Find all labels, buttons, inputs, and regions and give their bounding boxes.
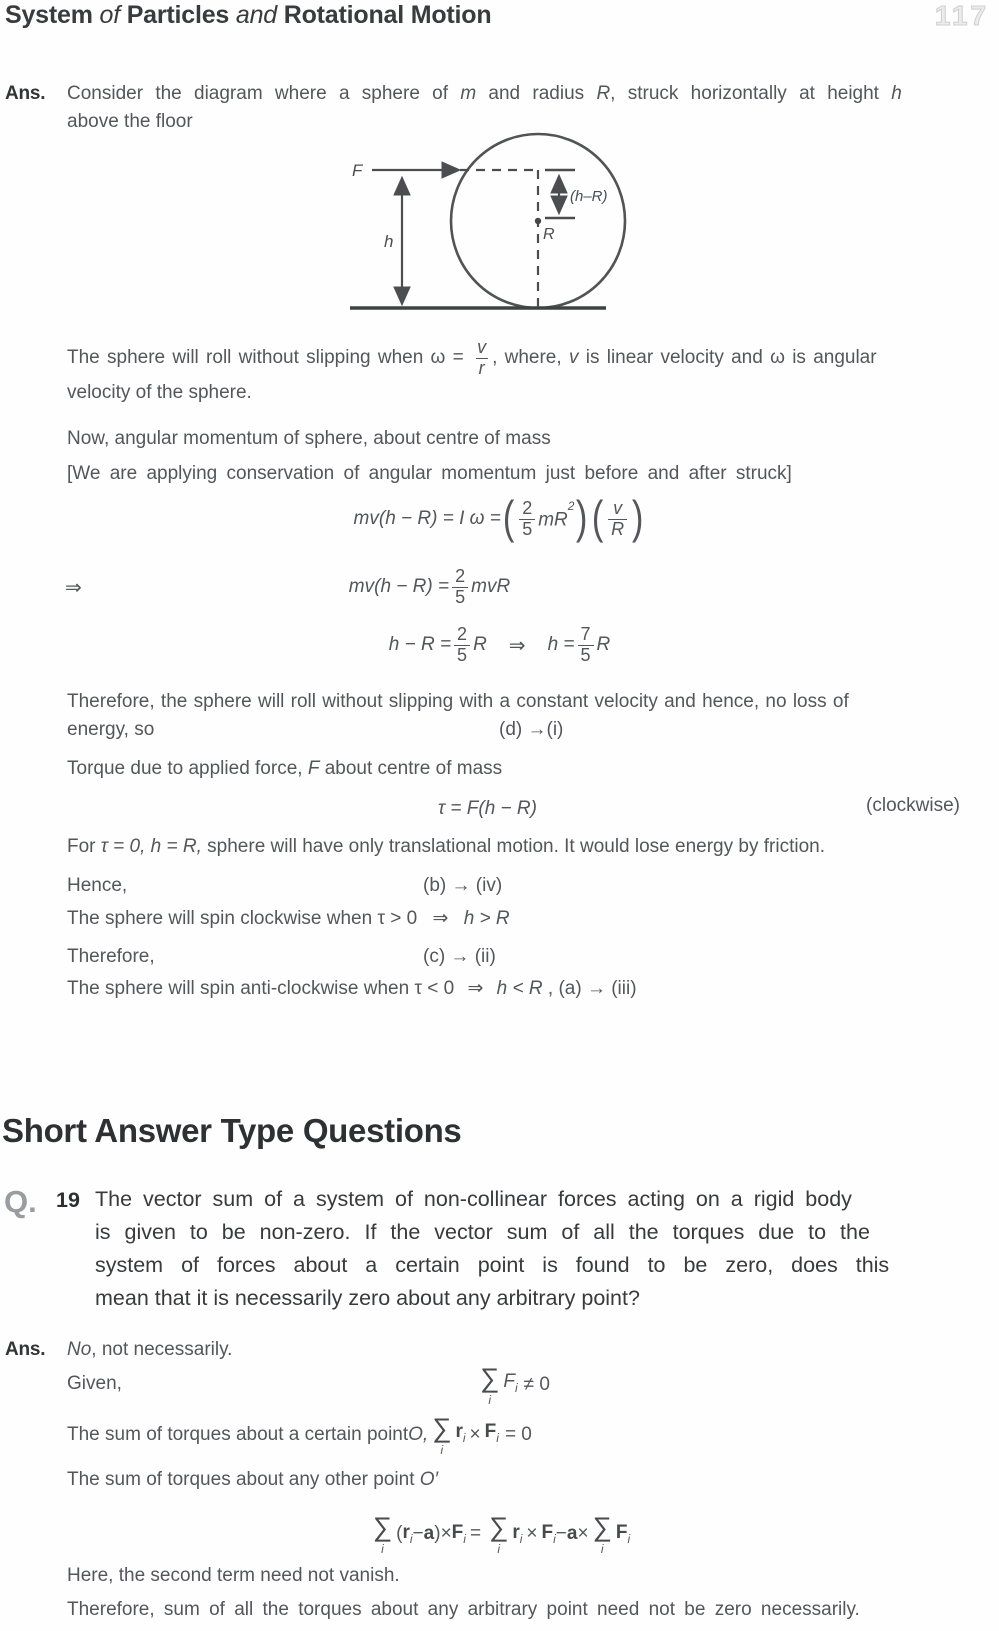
equation-2-row bbox=[0, 560, 999, 614]
equals-zero: = 0 bbox=[504, 1424, 532, 1445]
torques-about-O-prime-line bbox=[0, 1466, 999, 1494]
match-d-i: (d) →(i) bbox=[499, 719, 564, 740]
times-sign: × bbox=[577, 1523, 589, 1544]
match-b-iv: (b) → (iv) bbox=[423, 875, 503, 896]
v-over-R-fraction: v R bbox=[608, 499, 627, 540]
question-line1: The vector sum of a system of non-collinear forces acting on a rigid body bbox=[95, 1187, 852, 1211]
answer-18-line2: above the floor bbox=[67, 111, 193, 132]
title-part: Rotational Motion bbox=[277, 1, 492, 29]
eq3-mid: R bbox=[473, 634, 487, 655]
summation-symbol: ∑ i bbox=[372, 1511, 393, 1556]
momentum-line bbox=[0, 425, 999, 453]
spin-clockwise-line bbox=[0, 905, 999, 933]
minus-sign: − bbox=[412, 1523, 424, 1544]
spin-cw-result: h > R bbox=[463, 908, 510, 929]
eq3-lhs: h − R = bbox=[388, 634, 452, 655]
eq2-rhs: mvR bbox=[471, 576, 511, 597]
summation-symbol: ∑ i bbox=[489, 1511, 509, 1556]
torque-identity-content bbox=[369, 1511, 631, 1556]
tau-equation: τ = F(h − R) bbox=[438, 798, 537, 819]
equation-1-content: mv(h − R) = I ω = ( 2 5 $mR^2$ ) ( v R ) bbox=[353, 491, 644, 543]
spin-cw-text: The sphere will spin clockwise when bbox=[67, 908, 378, 929]
eq3-rhs-lhs: h = bbox=[547, 634, 575, 655]
torque-identity-equation bbox=[0, 1505, 999, 1563]
point-O: O, bbox=[408, 1424, 429, 1445]
answer-label: Ans. bbox=[5, 1339, 46, 1360]
eq3-rhs-end: R bbox=[596, 634, 611, 655]
conservation-text: [We are applying conservation of angular momentum just before and after struck] bbox=[67, 463, 792, 484]
summation-symbol: ∑ i bbox=[432, 1412, 452, 1457]
h-minus-r-label: (h–R) bbox=[570, 188, 608, 205]
implies-arrow: ⇒ bbox=[467, 978, 484, 999]
hence-line bbox=[0, 872, 999, 900]
point-O-prime: O′ bbox=[419, 1469, 439, 1490]
eq2-lhs: mv(h − R) = bbox=[348, 576, 450, 597]
for-text-1: For bbox=[67, 836, 101, 857]
torques-O-prime-text: The sum of torques about any other point bbox=[67, 1469, 420, 1490]
question-19 bbox=[0, 1183, 999, 1315]
for-text-2: sphere will have only translational motion. It would lose energy by friction. bbox=[201, 836, 825, 857]
F-vector: $F_i$ bbox=[451, 1522, 466, 1546]
equation-angular-momentum bbox=[0, 486, 999, 552]
roll-condition-paragraph bbox=[0, 338, 999, 407]
therefore2-line bbox=[0, 943, 999, 971]
force-label: F bbox=[352, 161, 363, 180]
given-row bbox=[0, 1360, 999, 1410]
F-vector: $F_i$ bbox=[484, 1421, 499, 1445]
spin-acw-condition: τ < 0 bbox=[414, 978, 455, 999]
times-sign: × bbox=[469, 1424, 481, 1445]
tau-equation-row bbox=[0, 795, 999, 823]
hence-text: Hence, bbox=[67, 875, 128, 896]
two-fifths-fraction: $\frac{2}{5}$ bbox=[452, 567, 468, 608]
r-vector: $r_i$ bbox=[402, 1522, 413, 1546]
torque-text-1: Torque due to applied force, bbox=[67, 758, 308, 779]
match-c-ii: (c) → (ii) bbox=[423, 946, 496, 967]
for-math: τ = 0, h = R, bbox=[100, 836, 202, 857]
times-sign: × bbox=[440, 1523, 452, 1544]
section-heading: Short Answer Type Questions bbox=[2, 1112, 462, 1149]
therefore-line2 bbox=[67, 716, 959, 744]
spin-cw-condition: τ > 0 bbox=[377, 908, 418, 929]
radius-label: R bbox=[543, 226, 555, 243]
answer-no-rest: , not necessarily. bbox=[91, 1339, 233, 1360]
final-text: Therefore, sum of all the torques about any arbitrary point need not be zero necessarily. bbox=[67, 1599, 860, 1620]
F-vector: $F_i$ bbox=[615, 1522, 631, 1546]
r-vector: $r_i$ bbox=[512, 1522, 523, 1546]
given-equation bbox=[67, 1360, 959, 1410]
title-part-italic: of bbox=[99, 1, 120, 29]
given-F: $F_i$ bbox=[503, 1371, 518, 1395]
F-vector: $F_i$ bbox=[541, 1522, 556, 1546]
given-neq: ≠ 0 bbox=[523, 1374, 550, 1395]
therefore-roll-paragraph bbox=[0, 688, 999, 744]
torques-O-text: The sum of torques about a certain point bbox=[67, 1424, 409, 1445]
torques-about-O-line bbox=[0, 1410, 999, 1460]
question-line3: system of forces about a certain point is found to be zero, does this bbox=[95, 1253, 890, 1277]
therefore-line2-text: energy, so bbox=[67, 719, 155, 740]
a-vector: a bbox=[566, 1523, 578, 1544]
question-marker: Q. bbox=[4, 1184, 37, 1219]
equals-sign: = bbox=[469, 1523, 482, 1544]
final-line bbox=[0, 1596, 999, 1624]
answer-18-line1: Consider the diagram where a sphere of m and radius R, struck horizontally at height h bbox=[67, 83, 902, 104]
here-text: Here, the second term need not vanish. bbox=[67, 1565, 400, 1586]
spin-anticlockwise-line bbox=[0, 975, 999, 1003]
two-fifths-fraction: $\frac{2}{5}$ bbox=[454, 625, 470, 666]
implies-arrow: ⇒ bbox=[65, 576, 82, 599]
equation-3-row bbox=[0, 618, 999, 672]
times-sign: × bbox=[526, 1523, 538, 1544]
eq1-lhs: mv(h − R) = I ω = bbox=[353, 508, 501, 529]
centre-dot bbox=[535, 218, 541, 224]
minus-sign: − bbox=[555, 1523, 567, 1544]
answer-label: Ans. bbox=[5, 83, 46, 104]
momentum-text: Now, angular momentum of sphere, about centre of mass bbox=[67, 428, 551, 449]
here-line bbox=[0, 1562, 999, 1590]
summation-symbol: ∑ i bbox=[480, 1362, 500, 1407]
page-title bbox=[5, 1, 491, 30]
equation-2-content bbox=[349, 567, 510, 608]
clockwise-note: (clockwise) bbox=[866, 795, 960, 816]
therefore2-text: Therefore, bbox=[67, 946, 155, 967]
spin-acw-text: The sphere will spin anti-clockwise when bbox=[67, 978, 415, 999]
page-number: 117 bbox=[934, 0, 989, 31]
roll-line2: velocity of the sphere. bbox=[67, 381, 252, 403]
r-vector: $r_i$ bbox=[455, 1421, 466, 1445]
match-a-iii: , (a) → (iii) bbox=[547, 978, 637, 999]
implies-arrow: ⇒ bbox=[432, 908, 449, 929]
spin-acw-result: h < R bbox=[496, 978, 543, 999]
summation-symbol: ∑ i bbox=[592, 1511, 612, 1556]
title-part: System bbox=[5, 1, 100, 29]
implies-arrow: ⇒ bbox=[508, 634, 526, 657]
torque-line bbox=[0, 755, 999, 783]
two-fifths-fraction: 2 5 bbox=[519, 499, 535, 540]
given-label: Given, bbox=[67, 1373, 122, 1394]
equation-3-content bbox=[389, 625, 611, 666]
therefore-line1: Therefore, the sphere will roll without slipping with a constant velocity and hence, no loss of bbox=[67, 691, 849, 712]
torque-F: F bbox=[307, 758, 320, 779]
v-over-r-fraction: $\frac{v}{r}$ bbox=[477, 337, 487, 378]
a-vector: a bbox=[423, 1523, 435, 1544]
question-number: 19 bbox=[56, 1188, 80, 1212]
open-paren: ( bbox=[396, 1523, 403, 1544]
for-tau-line bbox=[0, 833, 999, 861]
question-line4: mean that it is necessarily zero about any arbitrary point? bbox=[95, 1286, 640, 1310]
question-line2: is given to be non-zero. If the vector sum of all the torques due to the bbox=[95, 1220, 870, 1244]
torque-text-2: about centre of mass bbox=[319, 758, 503, 779]
title-part-italic: and bbox=[235, 1, 278, 29]
roll-line1: The sphere will roll without slipping when ω = $\frac{v}{r}$ , where, v is linear velocity and ω is angular bbox=[67, 337, 877, 378]
seven-fifths-fraction: $\frac{7}{5}$ bbox=[578, 625, 594, 666]
height-label: h bbox=[384, 232, 394, 251]
close-paren: ) bbox=[434, 1523, 441, 1544]
title-part: Particles bbox=[119, 1, 236, 29]
conservation-note bbox=[0, 460, 999, 488]
eq1-mr: $mR^2$ bbox=[538, 498, 575, 531]
answer-no: No bbox=[67, 1339, 92, 1360]
diagram-svg bbox=[338, 124, 668, 324]
sphere-force-diagram bbox=[338, 124, 668, 329]
